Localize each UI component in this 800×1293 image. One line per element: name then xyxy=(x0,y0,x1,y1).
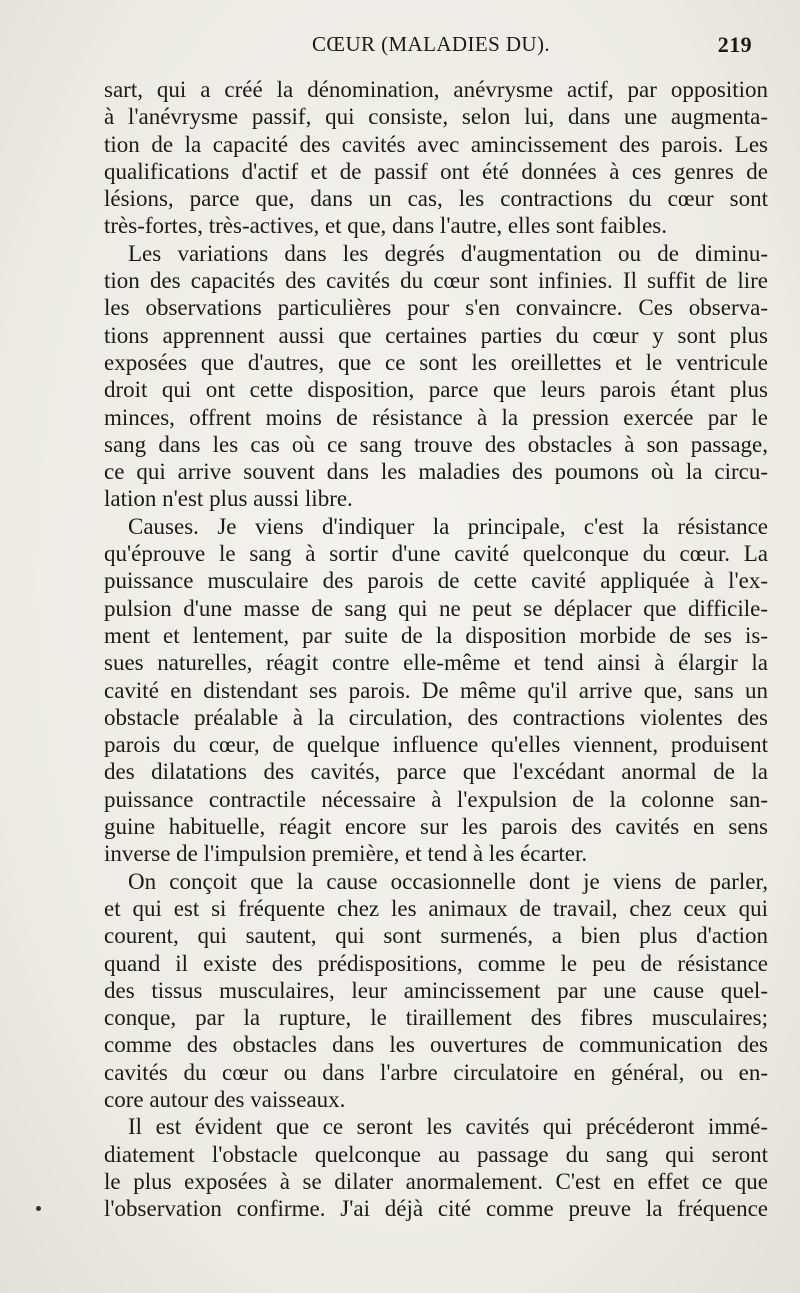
text-line: cavité en distendant ses parois. De même qu'il arrive que, sans un xyxy=(104,677,768,703)
text-line: On conçoit que la cause occasionnelle dont je viens de parler, xyxy=(128,868,768,894)
text-line: Les variations dans les degrés d'augmentation ou de diminu- xyxy=(128,240,768,266)
text-line: ment et lentement, par suite de la disposition morbide de ses is- xyxy=(104,622,768,648)
text-line: à l'anévrysme passif, qui consiste, selon lui, dans une augmenta- xyxy=(104,104,768,130)
text-line: tion de la capacité des cavités avec amincissement des parois. Les xyxy=(104,131,768,157)
text-line: qualifications d'actif et de passif ont été données à ces genres de xyxy=(104,158,768,184)
text-line: puissance contractile nécessaire à l'expulsion de la colonne san- xyxy=(104,786,768,812)
text-line: tions apprennent aussi que certaines parties du cœur y sont plus xyxy=(104,322,768,348)
page-number: 219 xyxy=(717,32,752,57)
text-line: core autour des vaisseaux. xyxy=(104,1086,346,1112)
text-line: tion des capacités des cavités du cœur sont infinies. Il suffit de lire xyxy=(104,268,768,294)
text-line: droit qui ont cette disposition, parce que leurs parois étant plus xyxy=(104,377,768,403)
text-line: cavités du cœur ou dans l'arbre circulatoire en général, ou en- xyxy=(104,1059,768,1085)
page-header xyxy=(110,32,752,62)
text-line: sart, qui a créé la dénomination, anévrysme actif, par opposition xyxy=(104,77,768,102)
text-line: très-fortes, très-actives, et que, dans l'autre, elles sont faibles. xyxy=(104,213,667,239)
text-line: minces, offrent moins de résistance à la pression exercée par le xyxy=(104,404,768,430)
running-title: CŒUR (MALADIES DU). xyxy=(311,32,550,56)
text-line: diatement l'obstacle quelconque au passage du sang qui seront xyxy=(104,1141,768,1167)
text-line: des tissus musculaires, leur amincissement par une cause quel- xyxy=(104,977,768,1003)
text-line: le plus exposées à se dilater anormalement. C'est en effet ce que xyxy=(104,1168,768,1194)
text-line: courent, qui sautent, qui sont surmenés, a bien plus d'action xyxy=(104,923,768,949)
text-line: inverse de l'impulsion première, et tend à les écarter. xyxy=(104,841,588,867)
text-line: Causes. Je viens d'indiquer la principale, c'est la résistance xyxy=(128,513,768,539)
text-line: comme des obstacles dans les ouvertures de communication des xyxy=(104,1032,768,1058)
text-line: exposées que d'autres, que ce sont les oreillettes et le ventricule xyxy=(104,349,768,375)
text-line: sang dans les cas où ce sang trouve des obstacles à son passage, xyxy=(104,431,768,457)
text-line: ce qui arrive souvent dans les maladies des poumons où la circu- xyxy=(104,459,768,485)
text-line: Il est évident que ce seront les cavités qui précéderont immé- xyxy=(128,1114,768,1140)
body-text xyxy=(104,76,768,1222)
text-line: guine habituelle, réagit encore sur les parois des cavités en sens xyxy=(104,814,768,840)
text-line: lésions, parce que, dans un cas, les contractions du cœur sont xyxy=(104,186,768,212)
margin-speck xyxy=(36,1206,41,1211)
text-line: l'observation confirme. J'ai déjà cité comme preuve la fréquence xyxy=(104,1196,768,1222)
text-line: parois du cœur, de quelque influence qu'elles viennent, produisent xyxy=(104,732,768,758)
text-line: et qui est si fréquente chez les animaux de travail, chez ceux qui xyxy=(104,895,768,921)
text-line: quand il existe des prédispositions, comme le peu de résistance xyxy=(104,950,768,976)
text-line: pulsion d'une masse de sang qui ne peut se déplacer que difficile- xyxy=(104,595,768,621)
text-line: des dilatations des cavités, parce que l'excédant anormal de la xyxy=(104,759,768,785)
text-line: obstacle préalable à la circulation, des contractions violentes des xyxy=(104,704,768,730)
text-line: lation n'est plus aussi libre. xyxy=(104,486,353,512)
text-line: les observations particulières pour s'en convaincre. Ces observa- xyxy=(104,295,768,321)
text-line: sues naturelles, réagit contre elle-même et tend ainsi à élargir la xyxy=(104,650,768,676)
text-line: qu'éprouve le sang à sortir d'une cavité quelconque du cœur. La xyxy=(104,541,768,567)
text-line: puissance musculaire des parois de cette cavité appliquée à l'ex- xyxy=(104,568,768,594)
text-line: conque, par la rupture, le tiraillement des fibres musculaires; xyxy=(104,1005,768,1031)
